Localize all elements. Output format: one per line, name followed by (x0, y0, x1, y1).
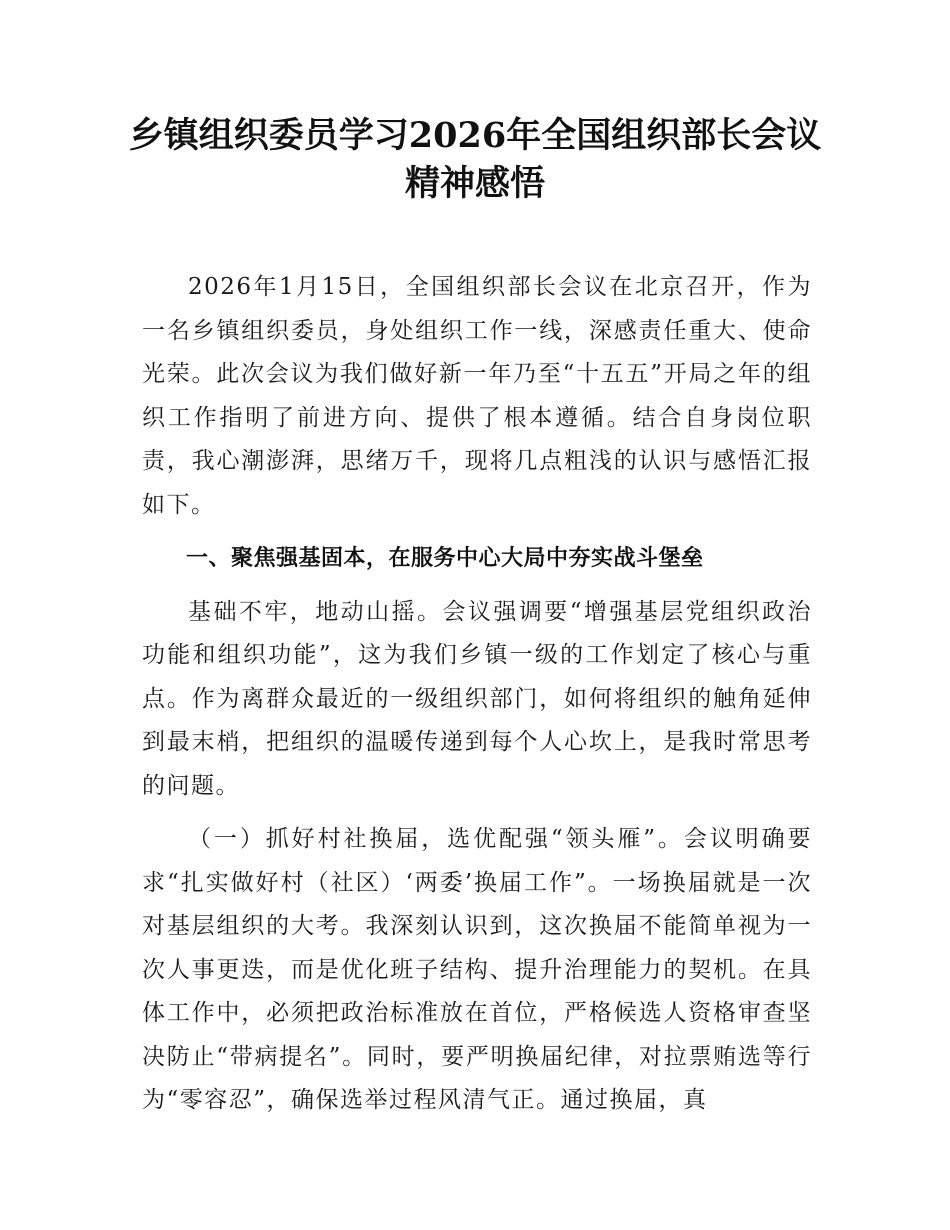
section-1-paragraph-2: （一）抓好村社换届，选优配强“领头雁”。会议明确要求“扎实做好村（社区）‘两委’换届工作”。一场换届就是一次对基层组织的大考。我深刻认识到，这次换届不能简单视为一次人事更迭，而是优化班子结构、提升治理能力的契机。在具体工作中，必须把政治标准放在首位，严格候选人资格审查坚决防止“带病提名”。同时，要严明换届纪律，对拉票贿选等行为“零容忍”，确保选举过程风清气正。通过换届，真 (142, 826, 812, 1113)
section-1-paragraph-1: 基础不牢，地动山摇。会议强调要“增强基层党组织政治功能和组织功能”，这为我们乡镇一级的工作划定了核心与重点。作为离群众最近的一级组织部门，如何将组织的触角延伸到最末梢，把组织的温暖传递到每个人心坎上，是我时常思考的问题。 (142, 598, 812, 799)
document-title (100, 112, 850, 208)
intro-paragraph: 2026年1月15日，全国组织部长会议在北京召开，作为一名乡镇组织委员，身处组织工作一线，深感责任重大、使命光荣。此次会议为我们做好新一年乃至“十五五”开局之年的组织工作指明了前进方向、提供了根本遵循。结合自身岗位职责，我心潮澎湃，思绪万千，现将几点粗浅的认识与感悟汇报如下。 (142, 274, 812, 518)
title-line-2: 精神感悟 (404, 163, 545, 204)
section-heading-1: 一、聚焦强基固本，在服务中心大局中夯实战斗堡垒 (186, 546, 704, 571)
title-line-1: 乡镇组织委员学习2026年全国组织部长会议 (128, 115, 822, 156)
document-body (142, 266, 812, 1123)
